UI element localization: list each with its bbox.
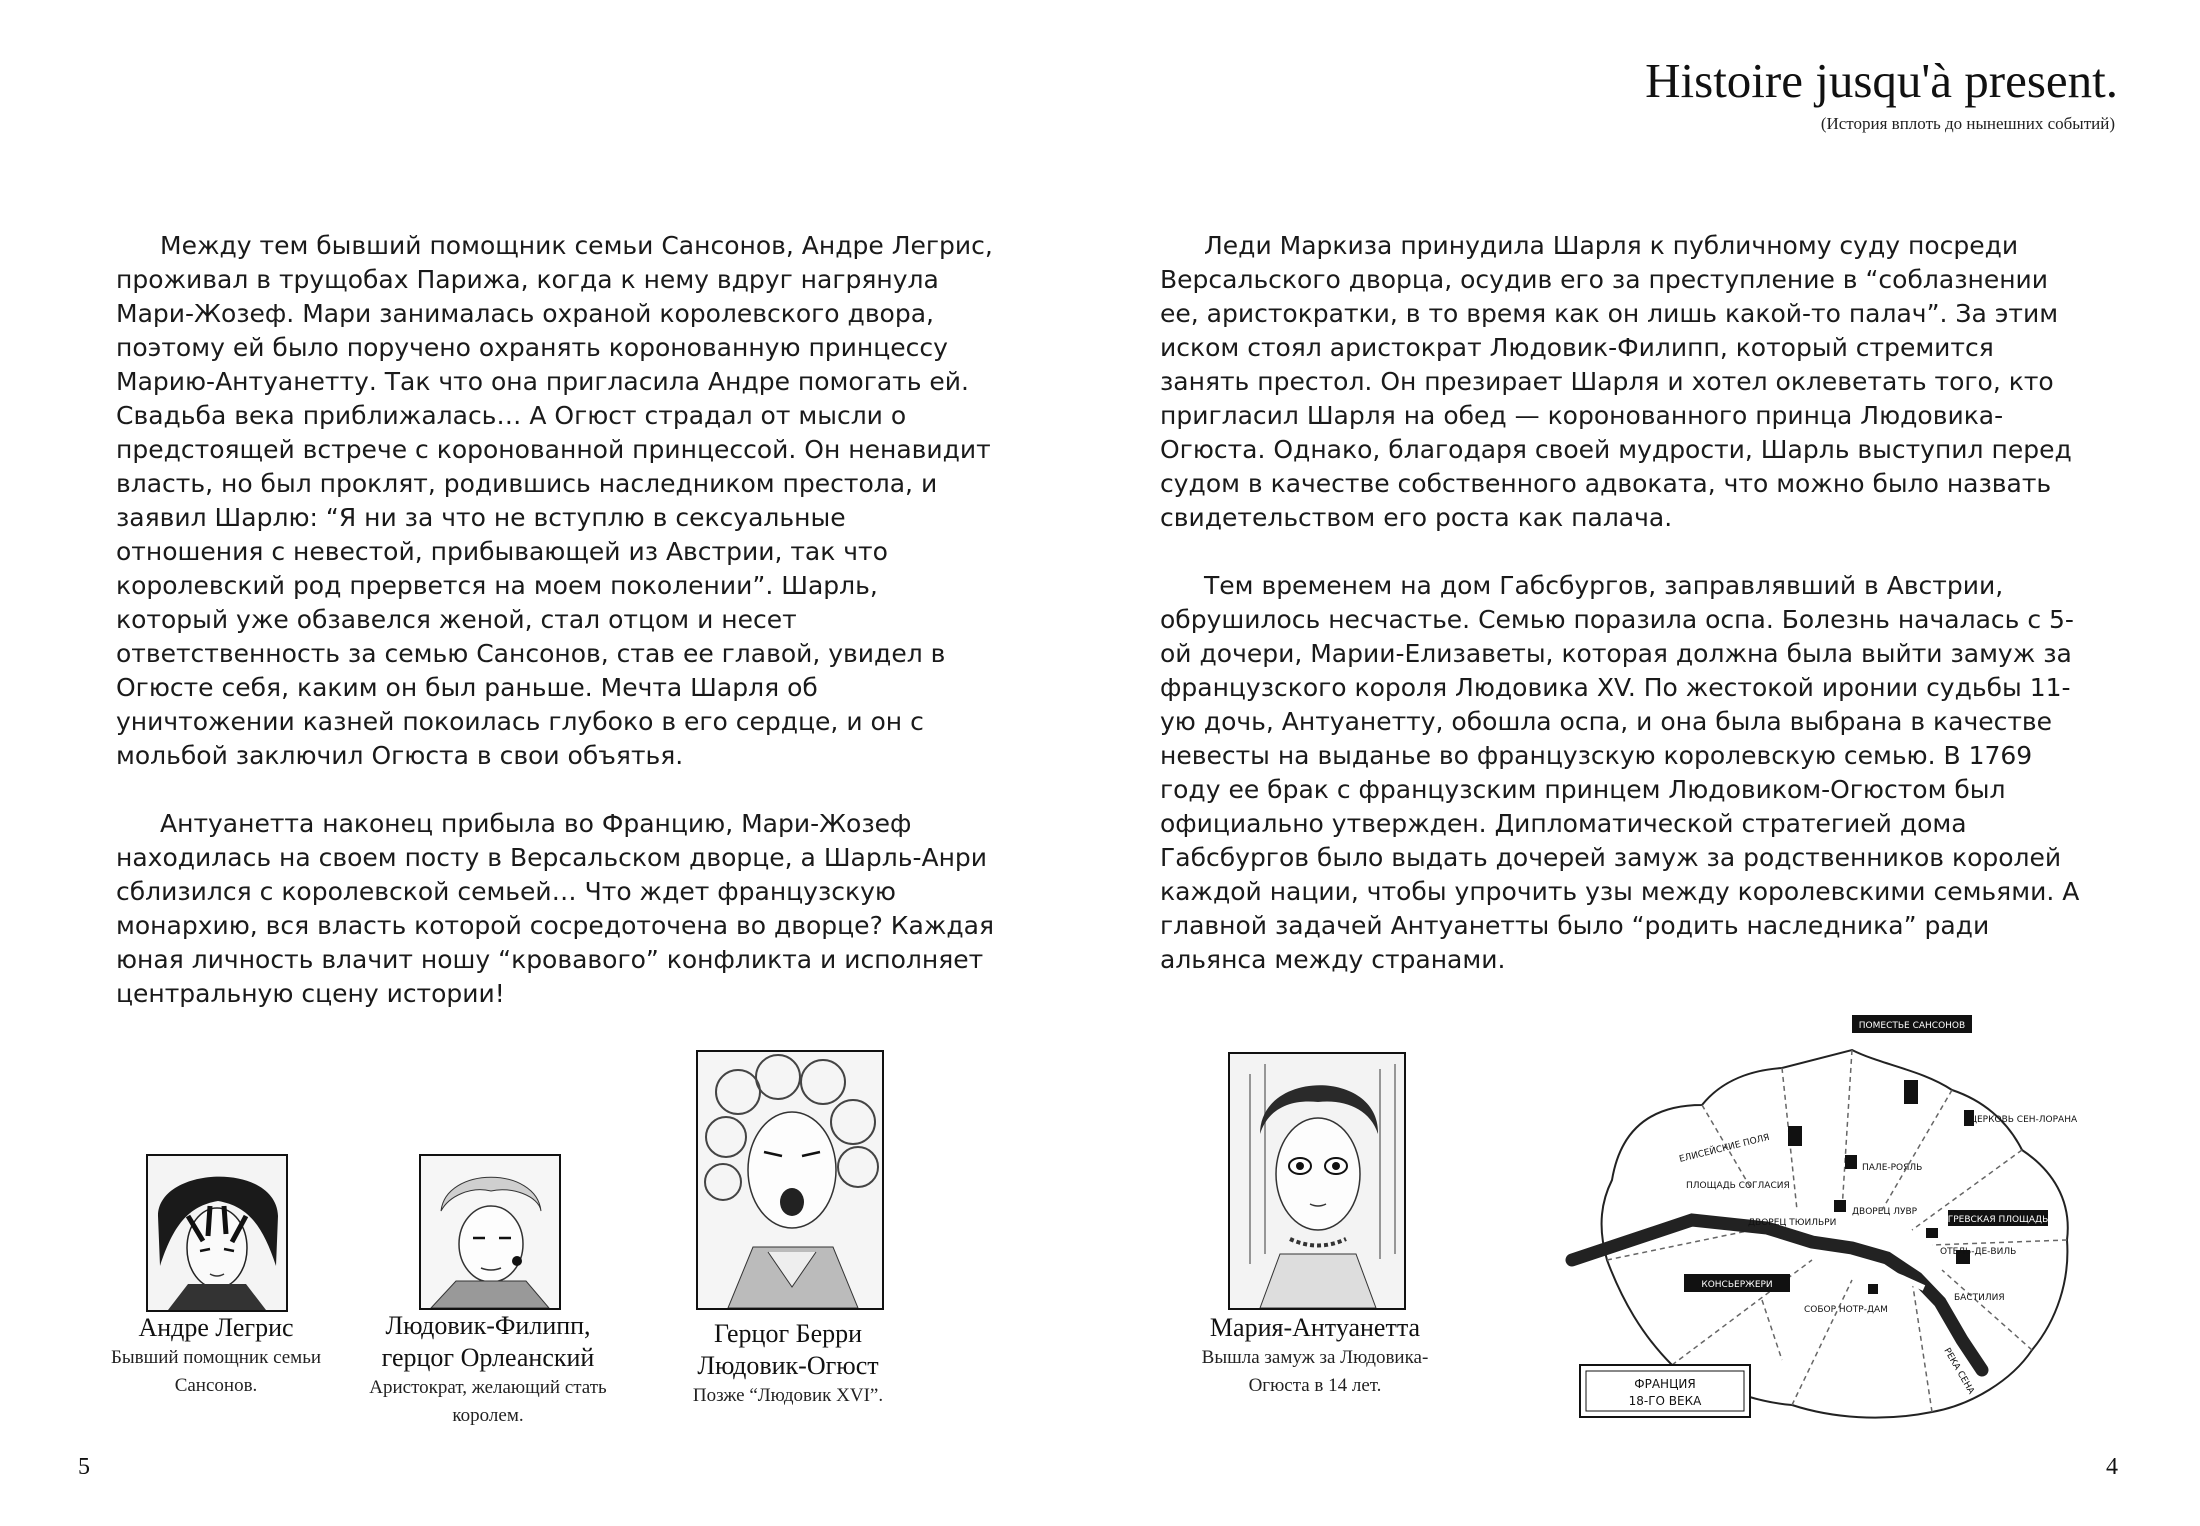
character-description: Позже “Людовик XVI”. <box>692 1385 884 1406</box>
map-label-palais-royal: ПАЛЕ-РОЯЛЬ <box>1862 1163 1923 1173</box>
map-label-sanson: ПОМЕСТЬЕ САНСОНОВ <box>1858 1021 1966 1031</box>
character-name: Герцог Берри Людовик-Огюст <box>697 1319 879 1380</box>
building-notre-dame <box>1868 1284 1878 1294</box>
map-label-notre-dame: СОБОР НОТР-ДАМ <box>1804 1305 1888 1315</box>
paragraph: Между тем бывший помощник семьи Сансонов, Андре Легрис, проживал в трущобах Парижа, когда к нему вдруг нагрянула Мари-Жозеф. Мари занималась охраной королевского двора, поэтому ей было поручено охранять коронованную принцессу Марию-Антуанетту. Так что она пригласила Андре помогать ей. Свадьба века приближалась… А Огюст страдал от мысли о предстоящей встрече с коронованной принцессой. Он ненавидит власть, но был проклят, родившись наследником престола, и заявил Шарлю: “Я ни за что не вступлю в сексуальные отношения с невестой, прибывающей из Австрии, так что королевский род прервется на моем поколении”. Шарль, который уже обзавелся женой, стал отцом и несет ответственность за семью Сансонов, став ее главой, увидел в Огюсте себя, каким он был раньше. Мечта Шарля об уничтожении казней покоилась глубоко в его сердце, и он с мольбой заключил Огюста в свои объятья. <box>116 231 993 770</box>
page-number-right: 4 <box>2106 1454 2118 1480</box>
city-wall <box>1602 1050 2068 1418</box>
character-description: Аристократ, желающий стать королем. <box>369 1377 607 1426</box>
left-text-column <box>116 229 996 1045</box>
map-title-line2: 18-ГО ВЕКА <box>1628 1394 1702 1408</box>
portrait-marie-antoinette <box>1228 1052 1406 1310</box>
portrait-illustration <box>148 1156 286 1310</box>
portrait-illustration <box>1230 1054 1404 1308</box>
map-title-cartouche <box>1580 1365 1750 1417</box>
character-name: Людовик-Филипп, герцог Орлеанский <box>381 1311 595 1372</box>
building-louvre <box>1834 1200 1846 1212</box>
building-concorde <box>1788 1126 1802 1146</box>
character-description: Вышла замуж за Людовика-Огюста в 14 лет. <box>1201 1347 1429 1396</box>
right-text-column <box>1160 229 2080 1011</box>
portrait-illustration <box>698 1052 882 1308</box>
building-palais-royal <box>1845 1155 1857 1169</box>
caption-louis-philippe <box>368 1310 608 1430</box>
portrait-andre-legris <box>146 1154 288 1312</box>
character-name: Мария-Антуанетта <box>1209 1313 1421 1342</box>
portrait-louis-philippe <box>419 1154 561 1310</box>
map-label-louvre: ДВОРЕЦ ЛУВР <box>1852 1207 1918 1217</box>
map-label-church: ЦЕРКОВЬ СЕН-ЛОРАНА <box>1970 1115 2078 1125</box>
map-label-bastille: БАСТИЛИЯ <box>1954 1293 2005 1303</box>
map-label-seine: РЕКА СЕНА <box>1941 1346 1976 1397</box>
portrait-duc-de-berry <box>696 1050 884 1310</box>
page-number-left: 5 <box>78 1454 90 1480</box>
paragraph: Тем временем на дом Габсбургов, заправлявший в Австрии, обрушилось несчастье. Семью поразила оспа. Болезнь началась с 5-ой дочери, Марии-Елизаветы, которая должна была выйти замуж за французского короля Людовика XV. По жестокой иронии судьбы 11-ую дочь, Антуанетту, обошла оспа, и она была выбрана в качестве невесты на выданье во французскую королевскую семью. В 1769 году ее брак с французским принцем Людовиком-Огюстом был официально утвержден. Дипломатической стратегией дома Габсбургов было выдать дочерей замуж за родственников королей каждой нации, чтобы упрочить узы между королевскими семьями. А главной задачей Антуанетты было “родить наследника” ради альянса между странами. <box>1160 571 2080 974</box>
map-label-elysee: ЕЛИСЕЙСКИЕ ПОЛЯ <box>1678 1132 1771 1165</box>
paragraph: Антуанетта наконец прибыла во Францию, Мари-Жозеф находилась на своем посту в Версальском дворце, а Шарль-Анри сблизился с королевской семьей… Что ждет французскую монархию, вся власть которой сосредоточена во дворце? Каждая юная личность влачит ношу “кровавого” конфликта и исполняет центральную сцену истории! <box>116 809 995 1008</box>
paris-map <box>1552 1010 2112 1430</box>
map-label-greve: ГРЕВСКАЯ ПЛОЩАДЬ <box>1947 1215 2049 1225</box>
map-label-tuileries: ДВОРЕЦ ТЮИЛЬРИ <box>1748 1218 1837 1228</box>
page-subtitle: (История вплоть до нынешних событий) <box>1820 114 2115 133</box>
map-label-conciergerie: КОНСЬЕРЖЕРИ <box>1701 1280 1773 1290</box>
portrait-illustration <box>421 1156 559 1308</box>
building-sanson <box>1904 1080 1918 1104</box>
map-title-line1: ФРАНЦИЯ <box>1634 1377 1696 1391</box>
character-name: Андре Легрис <box>138 1313 294 1342</box>
seine-river <box>1572 1220 1982 1370</box>
building-hotel-ville <box>1926 1228 1938 1238</box>
caption-duc-de-berry <box>658 1318 918 1410</box>
map-label-concorde: ПЛОЩАДЬ СОГЛАСИЯ <box>1686 1181 1790 1191</box>
map-label-hotel-ville: ОТЕЛЬ-ДЕ-ВИЛЬ <box>1940 1247 2017 1257</box>
character-description: Бывший помощник семьи Сансонов. <box>110 1347 322 1396</box>
paragraph: Леди Маркиза принудила Шарля к публичному суду посреди Версальского дворца, осудив его за преступление в “соблазнении ее, аристократки, в то время как он лишь какой-то палач”. За этим иском стоял аристократ Людовик-Филипп, который стремится занять престол. Он презирает Шарля и хотел оклеветать того, кто пригласил Шарля на обед — коронованного принца Людовика-Огюста. Однако, благодаря своей мудрости, Шарль выступил перед судом в качестве собственного адвоката, что можно было назвать свидетельством его роста как палача. <box>1160 231 2072 532</box>
caption-marie-antoinette <box>1200 1312 1430 1400</box>
page-title: Histoire jusqu'à present. <box>1645 53 2118 108</box>
caption-andre-legris <box>106 1312 326 1400</box>
